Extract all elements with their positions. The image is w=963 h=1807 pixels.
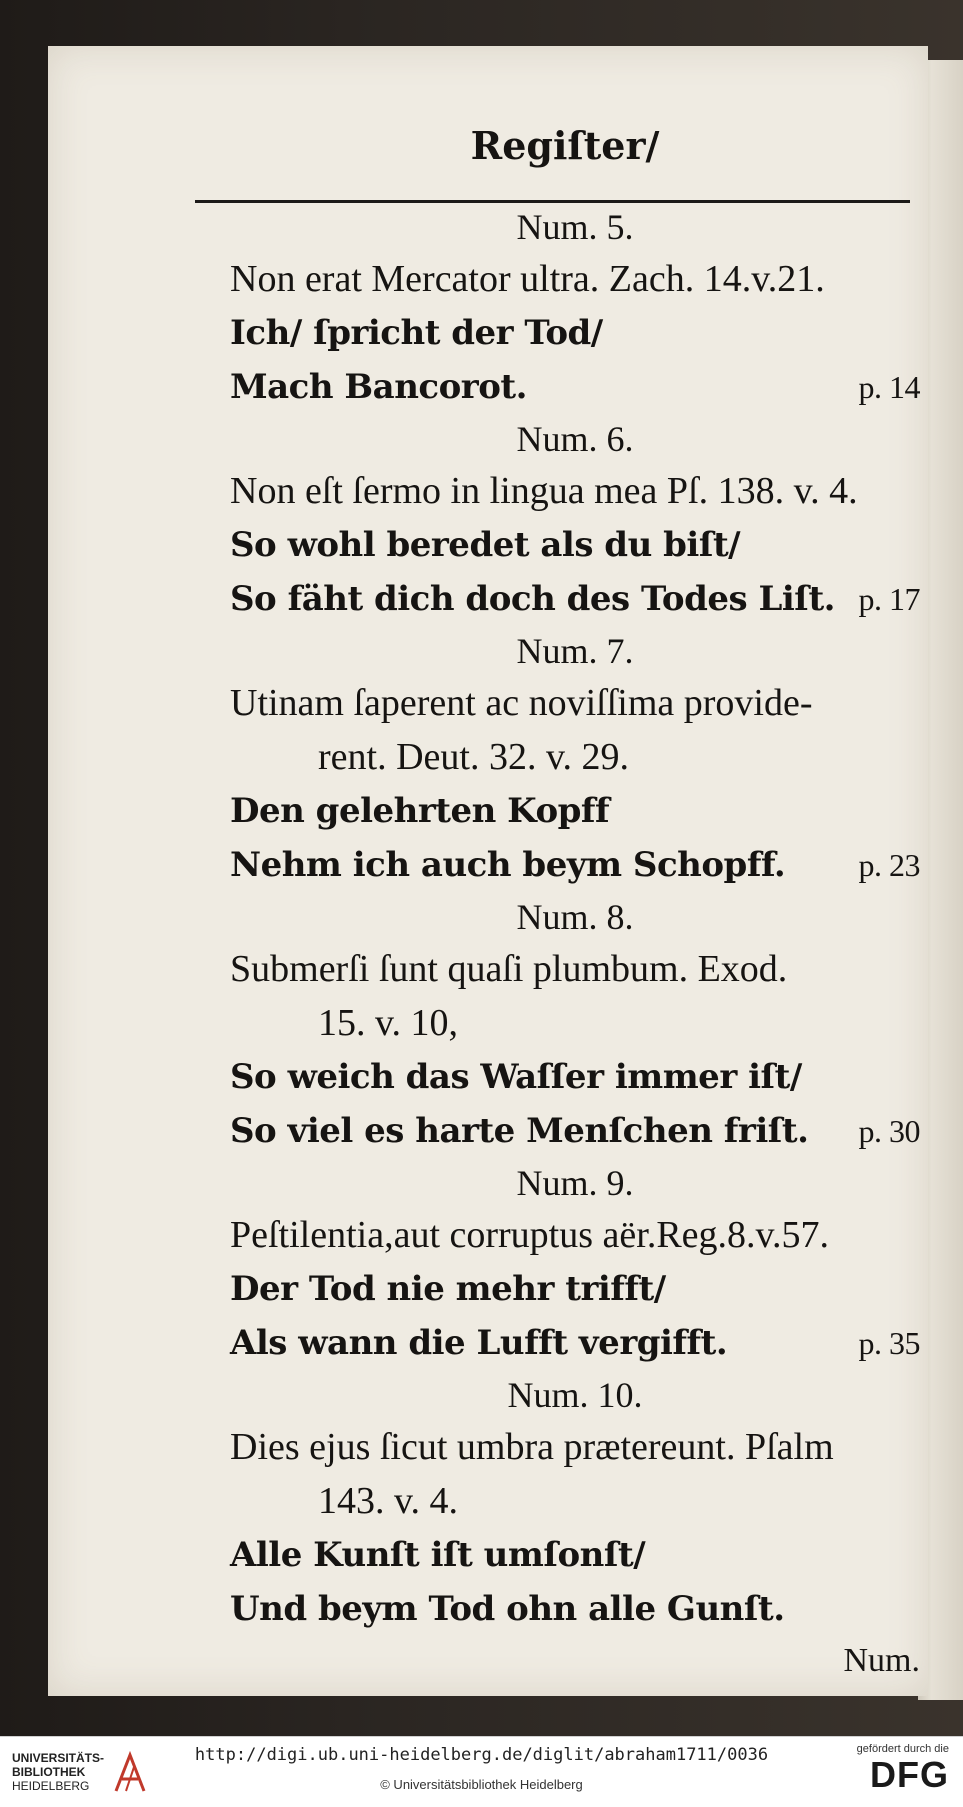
verse-text: Nehm ich auch beym Schopff. — [230, 845, 786, 885]
verse-line — [230, 1528, 920, 1582]
copyright-notice: © Universitätsbibliothek Heidelberg — [380, 1777, 583, 1792]
permalink-url[interactable]: http://digi.ub.uni-heidelberg.de/diglit/abraham1711/0036 — [194, 1745, 769, 1765]
catchword: Num. — [843, 1642, 920, 1679]
latin-citation: Utinam ſaperent ac noviſſima provide- — [230, 682, 813, 724]
verse-line — [230, 518, 920, 572]
register-entries — [230, 202, 920, 1686]
entry-number: Num. 10. — [507, 1375, 643, 1415]
verse-text: So fäht dich doch des Todes Liſt. — [230, 579, 835, 619]
verse-line — [230, 306, 920, 360]
verse-text: Den gelehrten Kopff — [230, 791, 610, 831]
entry-number: Num. 7. — [516, 631, 634, 671]
entry-number: Num. 9. — [516, 1163, 634, 1203]
page-reference: p. 14 — [858, 369, 920, 405]
latin-citation: 143. v. 4. — [318, 1480, 459, 1522]
page-reference: p. 30 — [858, 1113, 920, 1149]
entry-number: Num. 8. — [516, 897, 634, 937]
latin-citation: 15. v. 10, — [318, 1002, 459, 1044]
running-head: Regiſter/ — [470, 123, 660, 168]
library-line-3: HEIDELBERG — [12, 1779, 90, 1793]
latin-citation: Non erat Mercator ultra. Zach. 14.v.21. — [230, 258, 825, 300]
funder-logo[interactable] — [829, 1743, 949, 1795]
viewer-footer — [0, 1736, 963, 1807]
verse-line — [230, 1316, 920, 1370]
dfg-logo: DFG — [870, 1754, 949, 1795]
verse-line — [230, 360, 920, 414]
verse-line — [230, 1582, 920, 1636]
page-reference: p. 23 — [858, 847, 920, 883]
library-line-1: UNIVERSITÄTS- — [12, 1751, 105, 1765]
verse-text: Ich/ ſpricht der Tod/ — [230, 313, 603, 353]
page-content — [230, 120, 920, 1679]
funder-note: gefördert durch die — [856, 1743, 949, 1755]
verse-line — [230, 838, 920, 892]
verse-line — [230, 1262, 920, 1316]
entry-number: Num. 6. — [516, 419, 634, 459]
latin-citation: Dies ejus ſicut umbra prætereunt. Pſalm — [230, 1426, 834, 1468]
verse-line — [230, 572, 920, 626]
verse-text: Der Tod nie mehr trifft/ — [230, 1269, 666, 1309]
verse-text: Als wann die Lufft vergifft. — [230, 1323, 728, 1363]
verse-line — [230, 784, 920, 838]
latin-citation: Non eſt ſermo in lingua mea Pſ. 138. v. 4. — [230, 470, 858, 512]
verse-line — [230, 1050, 920, 1104]
library-line-2: BIBLIOTHEK — [12, 1765, 86, 1779]
verse-text: Mach Bancorot. — [230, 367, 527, 407]
latin-citation: Peſtilentia,aut corruptus aër.Reg.8.v.57. — [230, 1214, 830, 1256]
page-reference: p. 35 — [858, 1325, 920, 1361]
verse-text: So weich das Waſſer immer iſt/ — [230, 1057, 802, 1097]
verse-text: So viel es harte Menſchen friſt. — [230, 1111, 809, 1151]
verse-text: So wohl beredet als du biſt/ — [230, 525, 741, 565]
verse-text: Und beym Tod ohn alle Gunſt. — [230, 1589, 785, 1629]
verse-text: Alle Kunſt iſt umſonſt/ — [230, 1535, 646, 1575]
latin-citation: rent. Deut. 32. v. 29. — [318, 736, 629, 778]
entry-number: Num. 5. — [516, 207, 634, 247]
verse-line — [230, 1104, 920, 1158]
latin-citation: Submerſi ſunt quaſi plumbum. Exod. — [230, 948, 788, 990]
page-reference: p. 17 — [858, 581, 920, 617]
